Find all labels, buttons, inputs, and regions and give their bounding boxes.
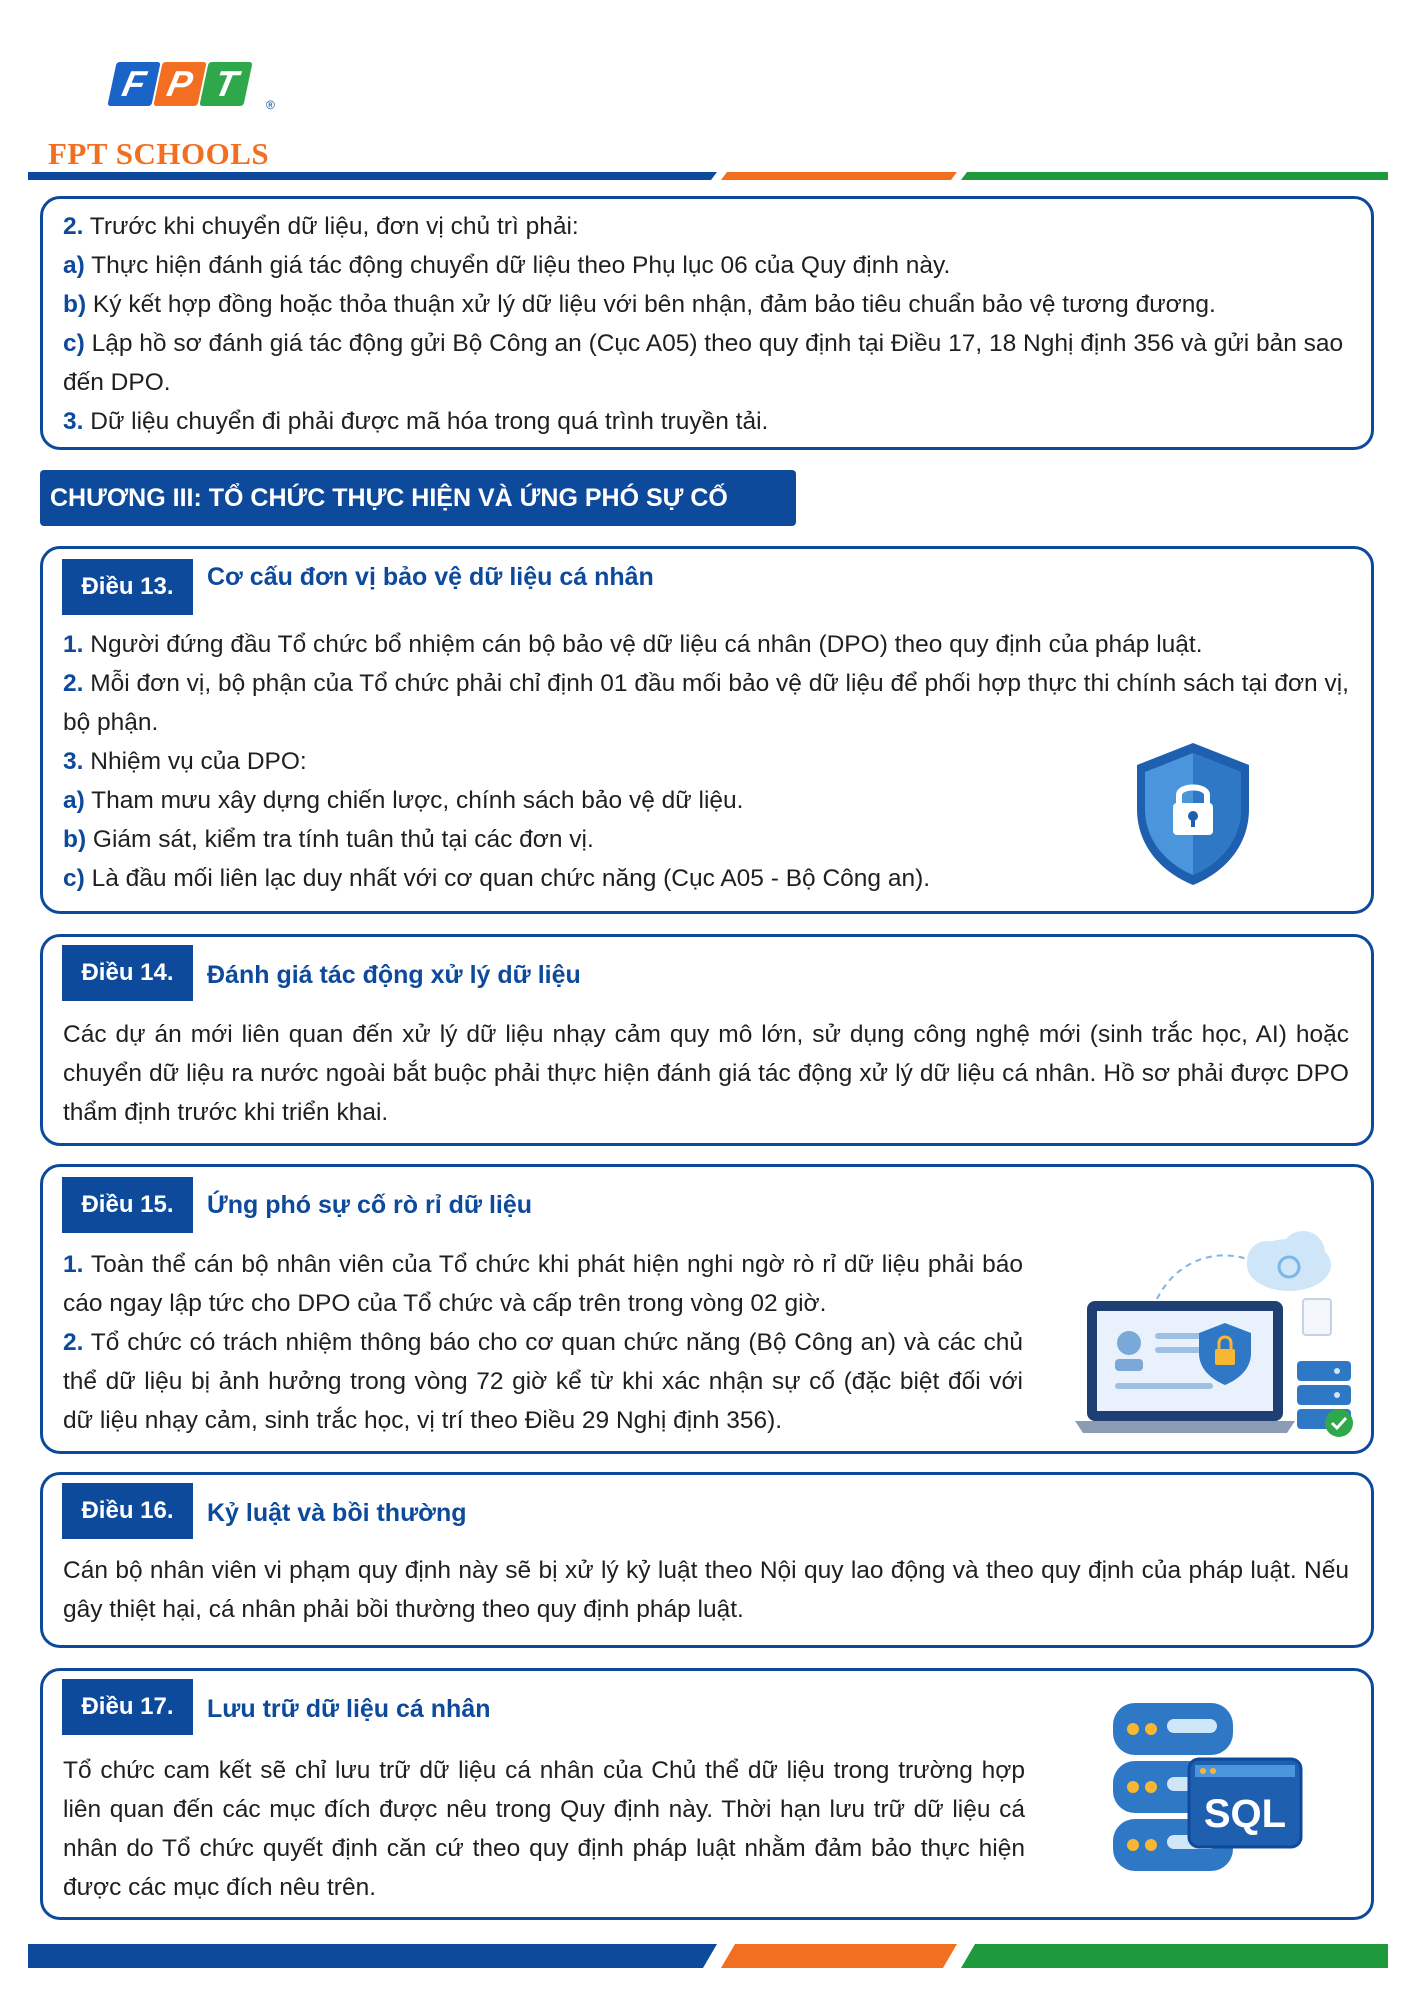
intro-line: 3. Dữ liệu chuyển đi phải được mã hóa trong quá trình truyền tải.	[63, 408, 769, 435]
fpt-logo-mark	[112, 62, 248, 106]
article-17-box	[40, 1668, 1374, 1920]
article-14-box	[40, 934, 1374, 1146]
list-item: 2. Tổ chức có trách nhiệm thông báo cho cơ quan chức năng (Bộ Công an) và các chủ thể dữ liệu bị ảnh hưởng trong vòng 72 giờ kể từ khi xác nhận sự cố (đặc biệt đối với dữ liệu nhạy cảm, sinh trắc học, vị trí theo Điều 29 Nghị định 356).	[63, 1329, 1023, 1434]
article-17-label: Điều 17.	[62, 1679, 193, 1735]
sql-label: SQL	[1203, 1792, 1287, 1836]
list-item: b) Giám sát, kiểm tra tính tuân thủ tại các đơn vị.	[63, 826, 594, 853]
intro-line: 2. Trước khi chuyển dữ liệu, đơn vị chủ trì phải:	[63, 213, 579, 240]
shield-lock-icon	[1123, 739, 1263, 889]
logo-letter-f: F	[107, 62, 160, 106]
article-15-label: Điều 15.	[62, 1177, 193, 1233]
list-item: 2. Mỗi đơn vị, bộ phận của Tổ chức phải chỉ định 01 đầu mối bảo vệ dữ liệu để phối hợp thực thi chính sách tại đơn vị, bộ phận.	[63, 670, 1349, 736]
article-14-title: Đánh giá tác động xử lý dữ liệu	[207, 961, 581, 989]
article-13-label: Điều 13.	[62, 559, 193, 615]
bottom-color-stripe	[28, 1944, 1388, 1968]
list-item: 1. Người đứng đầu Tổ chức bổ nhiệm cán bộ bảo vệ dữ liệu cá nhân (DPO) theo quy định của pháp luật.	[63, 631, 1203, 658]
list-item: c) Là đầu mối liên lạc duy nhất với cơ quan chức năng (Cục A05 - Bộ Công an).	[63, 865, 931, 892]
article-16-content	[63, 1551, 1349, 1629]
chapter-heading: CHƯƠNG III: TỔ CHỨC THỰC HIỆN VÀ ỨNG PHÓ SỰ CỐ	[40, 470, 796, 526]
article-16-title: Kỷ luật và bồi thường	[207, 1499, 467, 1527]
article-16-box	[40, 1472, 1374, 1648]
article-15-box	[40, 1164, 1374, 1454]
article-17-title: Lưu trữ dữ liệu cá nhân	[207, 1695, 491, 1723]
logo-letter-t: T	[199, 62, 252, 106]
article-17-content	[63, 1751, 1025, 1907]
article-14-content	[63, 1015, 1349, 1132]
article-paragraph: Cán bộ nhân viên vi phạm quy định này sẽ bị xử lý kỷ luật theo Nội quy lao động và theo quy định của pháp luật. Nếu gây thiệt hại, cá nhân phải bồi thường theo quy định pháp luật.	[63, 1557, 1349, 1623]
laptop-cloud-security-icon	[1067, 1229, 1357, 1443]
list-item: 3. Nhiệm vụ của DPO:	[63, 748, 307, 775]
article-15-content	[63, 1245, 1023, 1440]
fpt-schools-logo	[48, 54, 288, 174]
intro-line: c) Lập hồ sơ đánh giá tác động gửi Bộ Công an (Cục A05) theo quy định tại Điều 17, 18 Nghị định 356 và gửi bản sao đến DPO.	[63, 330, 1344, 396]
article-16-label: Điều 16.	[62, 1483, 193, 1539]
registered-mark: ®	[266, 98, 275, 112]
intro-line: b) Ký kết hợp đồng hoặc thỏa thuận xử lý dữ liệu với bên nhận, đảm bảo tiêu chuẩn bảo vệ tương đương.	[63, 291, 1216, 318]
intro-box	[40, 196, 1374, 450]
logo-letter-p: P	[153, 62, 206, 106]
brand-name: FPT SCHOOLS	[48, 136, 270, 171]
intro-content	[63, 207, 1345, 441]
article-paragraph: Các dự án mới liên quan đến xử lý dữ liệu nhạy cảm quy mô lớn, sử dụng công nghệ mới (sinh trắc học, AI) hoặc chuyển dữ liệu ra nước ngoài bắt buộc phải thực hiện đánh giá tác động xử lý dữ liệu cá nhân. Hồ sơ phải được DPO thẩm định trước khi triển khai.	[63, 1021, 1349, 1126]
article-paragraph: Tổ chức cam kết sẽ chỉ lưu trữ dữ liệu cá nhân của Chủ thể dữ liệu trong trường hợp liên quan đến các mục đích được nêu trong Quy định này. Thời hạn lưu trữ dữ liệu cá nhân do Tổ chức quyết định căn cứ theo quy định pháp luật nhằm đảm bảo thực hiện được các mục đích nêu trên.	[63, 1757, 1025, 1901]
intro-line: a) Thực hiện đánh giá tác động chuyển dữ liệu theo Phụ lục 06 của Quy định này.	[63, 252, 951, 279]
article-15-title: Ứng phó sự cố rò rỉ dữ liệu	[207, 1191, 533, 1219]
list-item: 1. Toàn thể cán bộ nhân viên của Tổ chức khi phát hiện nghi ngờ rò rỉ dữ liệu phải báo cáo ngay lập tức cho DPO của Tổ chức và cấp trên trong vòng 02 giờ.	[63, 1251, 1023, 1317]
list-item: a) Tham mưu xây dựng chiến lược, chính sách bảo vệ dữ liệu.	[63, 787, 744, 814]
sql-database-icon	[1107, 1693, 1307, 1893]
article-13-title: Cơ cấu đơn vị bảo vệ dữ liệu cá nhân	[207, 563, 654, 591]
article-14-label: Điều 14.	[62, 945, 193, 1001]
article-13-box	[40, 546, 1374, 914]
top-color-stripe	[28, 172, 1388, 180]
